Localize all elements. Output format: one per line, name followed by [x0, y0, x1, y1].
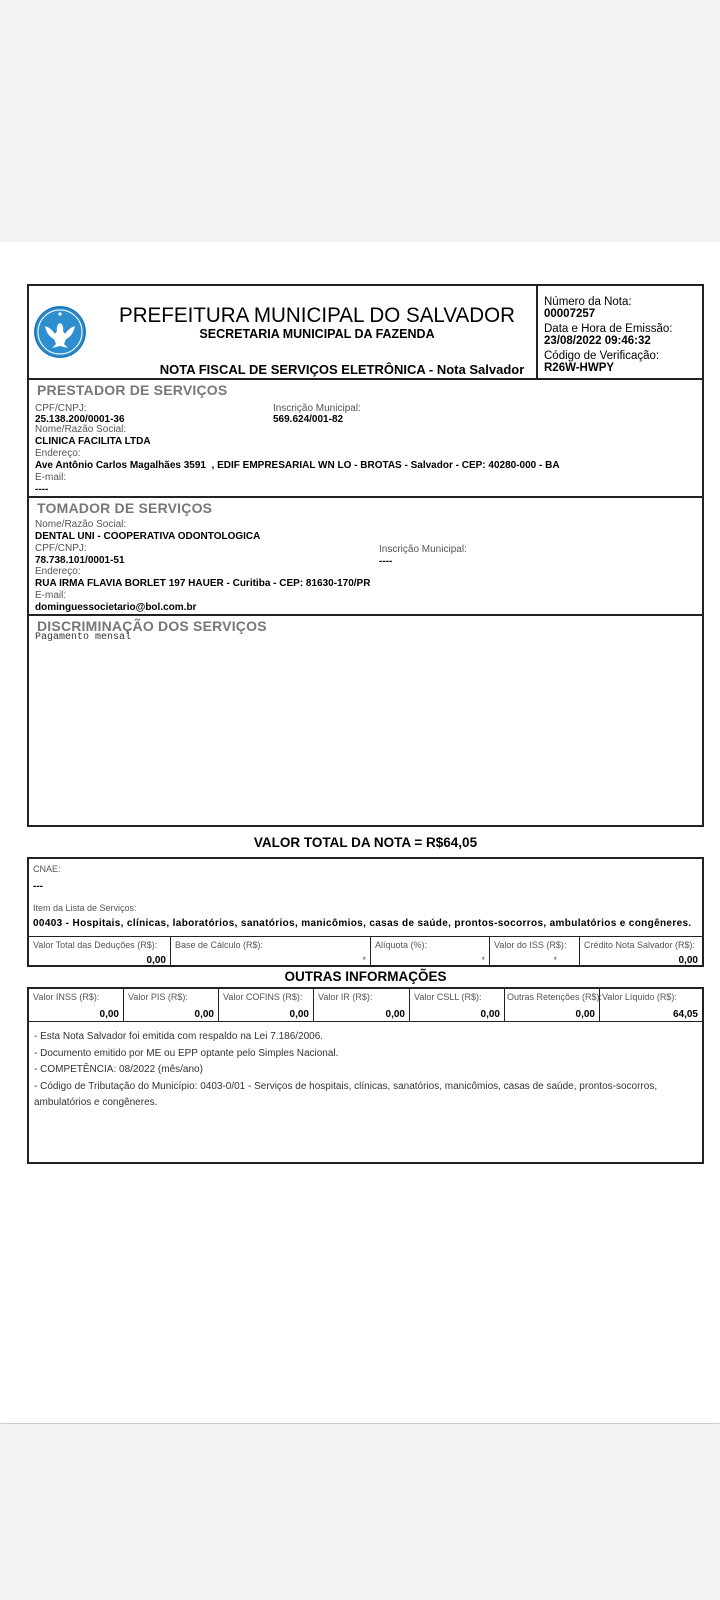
- invoice-number-value: 00007257: [544, 308, 596, 320]
- note-item: - Código de Tributação do Município: 0403-0/01 - Serviços de hospitais, clínicas, sanatórios, manicômios, casas de saúde, prontos-socorros, ambulatórios e congêneres.: [34, 1080, 658, 1108]
- provider-email-value: ----: [35, 484, 49, 495]
- provider-name-value: CLINICA FACILITA LTDA: [35, 436, 151, 447]
- invoice-header: [27, 284, 704, 386]
- other-info-title: OUTRAS INFORMAÇÕES: [284, 969, 447, 984]
- page-title: PREFEITURA MUNICIPAL DO SALVADOR: [118, 304, 516, 327]
- viewer-bottom-background: [0, 1424, 720, 1600]
- page-subtitle: SECRETARIA MUNICIPAL DA FAZENDA: [199, 327, 435, 341]
- rate-field: Alíquota (%): *: [371, 937, 490, 967]
- customer-address-value: RUA IRMA FLAVIA BORLET 197 HAUER - Curitiba - CEP: 81630-170/PR: [35, 578, 371, 589]
- document-type: NOTA FISCAL DE SERVIÇOS ELETRÔNICA - Nota Salvador: [159, 362, 525, 377]
- customer-municipal-reg-value: ----: [379, 556, 393, 567]
- issue-date-value: 23/08/2022 09:46:32: [544, 335, 651, 347]
- viewer-top-background: [0, 0, 720, 242]
- customer-section-title: TOMADOR DE SERVIÇOS: [37, 500, 213, 516]
- provider-cnpj-value: 25.138.200/0001-36: [35, 414, 125, 425]
- customer-cnpj-value: 78.738.101/0001-51: [35, 555, 125, 566]
- services-description-section: [27, 614, 704, 827]
- customer-section: [27, 496, 704, 616]
- provider-municipal-reg-label: Inscrição Municipal:: [273, 403, 361, 414]
- provider-section: [27, 378, 704, 498]
- invoice-number-label: Número da Nota:: [544, 296, 632, 308]
- inss-field: Valor INSS (R$): 0,00: [29, 989, 124, 1021]
- cnae-value: ---: [33, 881, 43, 892]
- verification-code-value: R26W-HWPY: [544, 362, 615, 374]
- verification-code-label: Código de Verificação:: [544, 350, 660, 362]
- services-description-text: Pagamento mensal: [35, 632, 132, 643]
- note-item: - Documento emitido por ME ou EPP optante pelo Simples Nacional.: [34, 1047, 339, 1059]
- nota-salvador-credit-field: Crédito Nota Salvador (R$): 0,00: [584, 940, 698, 966]
- cofins-field: Valor COFINS (R$): 0,00: [219, 989, 314, 1021]
- additional-notes: [34, 1029, 696, 1112]
- provider-address-value: Ave Antônio Carlos Magalhães 3591 , EDIF EMPRESARIAL WN LO - BROTAS - Salvador - CEP: 40280-000 - BA: [35, 460, 560, 471]
- pis-field: Valor PIS (R$): 0,00: [124, 989, 219, 1021]
- customer-name-label: Nome/Razão Social:: [35, 519, 127, 530]
- calculation-base-field: Base de Cálculo (R$): *: [171, 937, 371, 967]
- customer-email-value[interactable]: dominguessocietario@bol.com.br: [35, 602, 197, 613]
- provider-cnpj-label: CPF/CNPJ:: [35, 403, 87, 414]
- invoice-total: VALOR TOTAL DA NOTA = R$64,05: [253, 835, 478, 850]
- provider-email-label: E-mail:: [35, 472, 67, 483]
- service-item-label: Item da Lista de Serviços:: [33, 903, 137, 913]
- note-item: - COMPETÊNCIA: 08/2022 (mês/ano): [34, 1064, 203, 1075]
- customer-name-value: DENTAL UNI - COOPERATIVA ODONTOLOGICA: [35, 531, 261, 542]
- customer-address-label: Endereço:: [35, 566, 81, 577]
- provider-address-label: Endereço:: [35, 448, 81, 459]
- customer-email-label: E-mail:: [35, 590, 67, 601]
- ir-field: Valor IR (R$): 0,00: [314, 989, 410, 1021]
- other-info-section: [27, 987, 704, 1164]
- service-details-section: [27, 857, 704, 967]
- provider-name-label: Nome/Razão Social:: [35, 424, 127, 435]
- cnae-label: CNAE:: [33, 864, 61, 874]
- invoice-meta: [536, 284, 704, 386]
- net-value-field: Valor Líquido (R$): 64,05: [602, 992, 698, 1020]
- services-description-title: DISCRIMINAÇÃO DOS SERVIÇOS: [37, 618, 267, 634]
- iss-value-field: Valor do ISS (R$): *: [490, 937, 580, 967]
- customer-municipal-reg-label: Inscrição Municipal:: [379, 544, 467, 555]
- deductions-field: Valor Total das Deduções (R$): 0,00: [29, 937, 171, 967]
- other-retentions-field: Outras Retenções (R$): 0,00: [505, 989, 600, 1021]
- provider-municipal-reg-value: 569.624/001-82: [273, 414, 344, 425]
- tax-fields-row: [29, 936, 702, 967]
- csll-field: Valor CSLL (R$): 0,00: [410, 989, 505, 1021]
- service-item-value: 00403 - Hospitais, clínicas, laboratórios, sanatórios, manicômios, casas de saúde, prontos-socorros, ambulatórios e congêneres.: [33, 918, 692, 929]
- customer-cnpj-label: CPF/CNPJ:: [35, 543, 87, 554]
- provider-section-title: PRESTADOR DE SERVIÇOS: [37, 382, 228, 398]
- issue-date-label: Data e Hora de Emissão:: [544, 323, 673, 335]
- municipal-seal-icon: [33, 304, 87, 360]
- note-item: - Esta Nota Salvador foi emitida com respaldo na Lei 7.186/2006.: [34, 1031, 324, 1042]
- retentions-row: [29, 989, 702, 1022]
